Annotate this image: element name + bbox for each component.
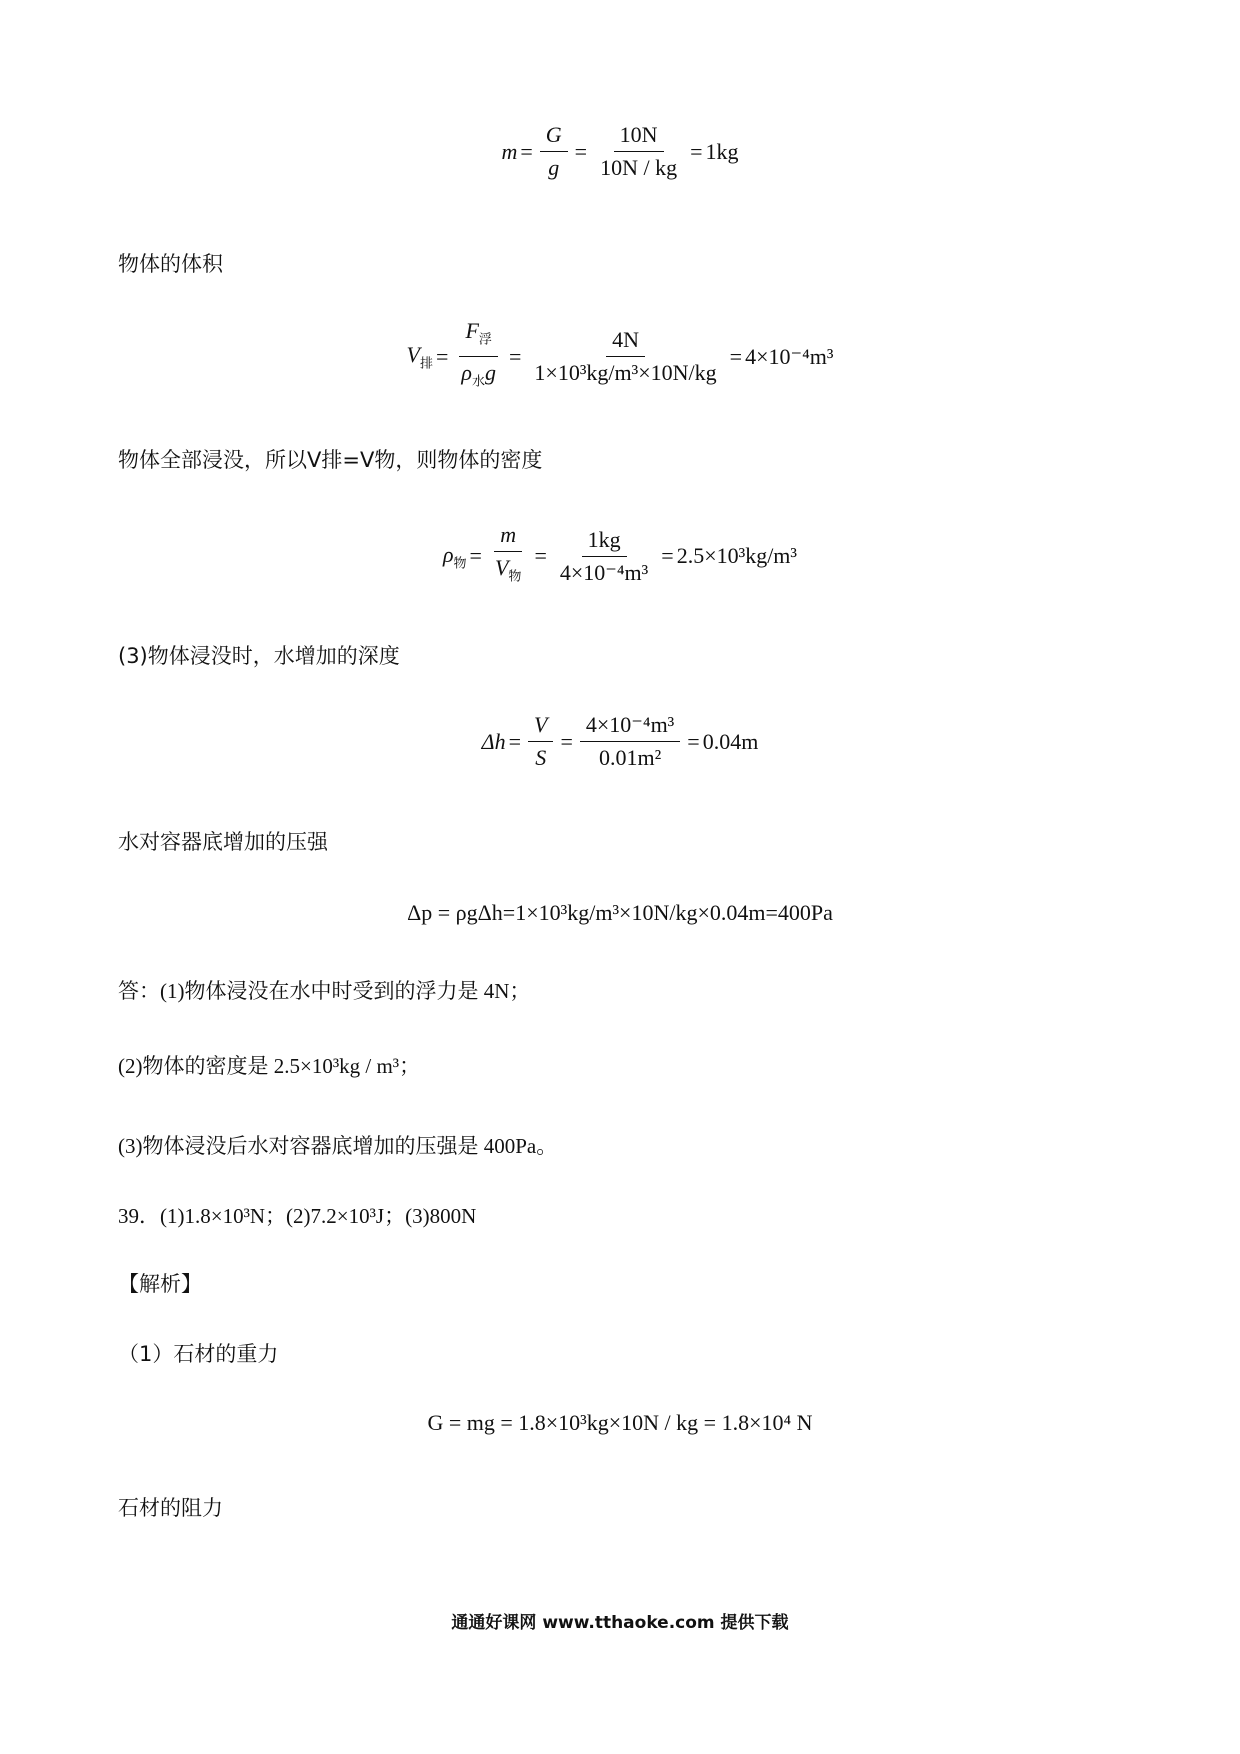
- pressure-equation: Δp = ρgΔh=1×10³kg/m³×10N/kg×0.04m=400Pa: [407, 900, 833, 925]
- density-equation: $\rho_物$ = $\frac{m}{V_物}$ = $\frac{1kg}{\text{4×10⁻⁴m³}}$ = 2.5×10³kg/m³: [0, 522, 1240, 590]
- text-pressure: 水对容器底增加的压强: [118, 830, 328, 854]
- eq2-result: 4×10⁻⁴m³: [745, 343, 834, 369]
- page-footer: 通通好课网 www.tthaoke.com 提供下载: [451, 1613, 789, 1633]
- analysis-label: 【解析】: [118, 1272, 202, 1296]
- text-submerged: 物体全部浸没，所以V排=V物，则物体的密度: [118, 448, 543, 472]
- eq2-fraction-1: $\frac{F_浮}{\rho_水g}$: [461, 318, 496, 390]
- eq4-result: 0.04m: [702, 728, 759, 754]
- eq3-fraction-2: $\frac{1kg}{\text{4×10⁻⁴m³}}$: [559, 526, 649, 585]
- eq1-result: 1kg: [705, 138, 739, 164]
- eq3-fraction-1: $\frac{m}{V_物}$: [494, 522, 522, 585]
- eq1-lhs: m: [501, 138, 518, 164]
- mass-equation: m = $\frac{G}{g}$ = $\frac{10N}{10N / kg}$ = 1kg: [501, 122, 739, 180]
- text-depth: (3)物体浸没时，水增加的深度: [118, 644, 400, 668]
- text-resistance: 石材的阻力: [118, 1496, 223, 1520]
- eq1-fraction-1: $\frac{G}{g}$: [540, 122, 568, 181]
- eq3-result: 2.5×10³kg/m³: [676, 543, 798, 569]
- question-39-answer: 39．(1)1.8×10³N；(2)7.2×10³J；(3)800N: [118, 1204, 477, 1228]
- depth-equation: Δh = $\frac{V}{S}$ = $\frac{\text{4×10⁻⁴m³}}{\text{0.01m²}}$ = 0.04m: [481, 712, 759, 770]
- eq4-lhs: Δh: [481, 728, 506, 754]
- eq1-fraction-2: $\frac{10N}{10N / kg}$: [600, 122, 678, 180]
- text-volume: 物体的体积: [118, 252, 223, 276]
- eq4-fraction-2: $\frac{\text{4×10⁻⁴m³}}{\text{0.01m²}}$: [580, 712, 680, 771]
- gravity-equation: G = mg = 1.8×10³kg×10N / kg = 1.8×10⁴ N: [427, 1410, 813, 1435]
- eq2-fraction-2: $\frac{4N}{\text{1×10³kg/m³×10N/kg}}$: [534, 327, 717, 386]
- answer-2: (2)物体的密度是 2.5×10³kg / m³；: [118, 1054, 421, 1078]
- eq4-fraction-1: $\frac{V}{S}$: [528, 712, 553, 771]
- step-1-label: （1）石材的重力: [118, 1342, 279, 1366]
- answer-3: (3)物体浸没后水对容器底增加的压强是 400Pa。: [118, 1134, 558, 1158]
- answer-1: 答：(1)物体浸没在水中时受到的浮力是 4N；: [118, 979, 531, 1003]
- volume-equation: $V_排$ = $\frac{F_浮}{\rho_水g}$ = $\frac{4N}{\text{1×10³kg/m³×10N/kg}}$ = 4×10⁻⁴m³: [0, 318, 1240, 396]
